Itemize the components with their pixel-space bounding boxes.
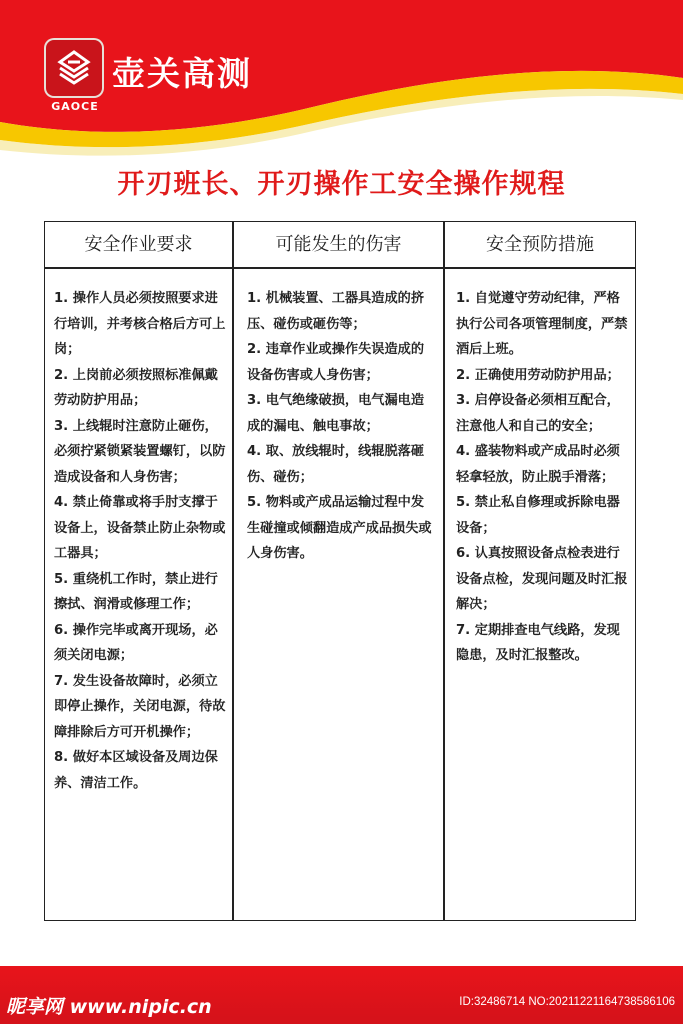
column-header-measures: 安全预防措施	[486, 234, 594, 255]
list-item: 3. 启停设备必须相互配合，注意他人和自己的安全；	[456, 393, 620, 434]
list-item: 3. 上线辊时注意防止砸伤，必须拧紧锁紧装置螺钉，以防造成设备和人身伤害；	[54, 418, 226, 485]
list-item: 5. 重绕机工作时，禁止进行擦拭、润滑或修理工作；	[54, 571, 218, 612]
list-item: 4. 取、放线辊时，线辊脱落砸伤、碰伤；	[247, 444, 425, 485]
list-item: 7. 发生设备故障时，必须立即停止操作，关闭电源，待故障排除后方可开机操作；	[54, 673, 226, 740]
list-item: 4. 禁止倚靠或将手肘支撑于设备上，设备禁止防止杂物或工器具；	[54, 495, 226, 561]
list-item: 3. 电气绝缘破损，电气漏电造成的漏电、触电事故；	[247, 393, 425, 434]
header-divider	[45, 267, 635, 269]
logo-subtext: GAOCE	[51, 100, 99, 113]
list-item: 6. 操作完毕或离开现场，必须关闭电源；	[54, 622, 218, 663]
page-title: 开刃班长、开刃操作工安全操作规程	[117, 169, 566, 200]
company-logo	[46, 40, 102, 96]
column-header-hazards: 可能发生的伤害	[275, 234, 402, 255]
column-body-requirements	[54, 286, 227, 796]
column-header-requirements: 安全作业要求	[84, 234, 193, 255]
watermark-id: ID:32486714 NO:20211221164738586106	[459, 996, 675, 1008]
list-item: 1. 操作人员必须按照要求进行培训，并考核合格后方可上岗；	[54, 291, 226, 357]
list-item: 1. 自觉遵守劳动纪律，严格执行公司各项管理制度，严禁酒后上班。	[456, 291, 628, 357]
list-item: 4. 盛装物料或产成品时必须轻拿轻放，防止脱手滑落；	[456, 444, 620, 485]
list-item: 6. 认真按照设备点检表进行设备点检，发现问题及时汇报解决；	[456, 546, 628, 612]
list-item: 5. 禁止私自修理或拆除电器设备；	[456, 495, 620, 536]
company-name: 壶关高测	[112, 54, 252, 93]
watermark-site: 昵享网 www.nipic.cn	[6, 996, 212, 1018]
list-item: 5. 物料或产成品运输过程中发生碰撞或倾翻造成产成品损失或人身伤害。	[247, 495, 432, 561]
procedure-table	[44, 221, 636, 921]
list-item: 2. 上岗前必须按照标准佩戴劳动防护用品；	[54, 367, 218, 408]
column-divider	[443, 222, 445, 920]
list-item: 7. 定期排查电气线路，发现隐患，及时汇报整改。	[456, 622, 620, 663]
list-item: 8. 做好本区域设备及周边保养、清洁工作。	[54, 750, 218, 791]
list-item: 1. 机械装置、工器具造成的挤压、碰伤或砸伤等；	[247, 291, 425, 332]
column-body-hazards	[247, 286, 433, 567]
header-background	[0, 0, 683, 160]
column-body-measures	[456, 286, 630, 669]
list-item: 2. 违章作业或操作失误造成的设备伤害或人身伤害；	[247, 342, 425, 383]
list-item: 2. 正确使用劳动防护用品；	[456, 367, 620, 383]
logo-mark-icon	[46, 40, 102, 96]
column-divider	[232, 222, 234, 920]
